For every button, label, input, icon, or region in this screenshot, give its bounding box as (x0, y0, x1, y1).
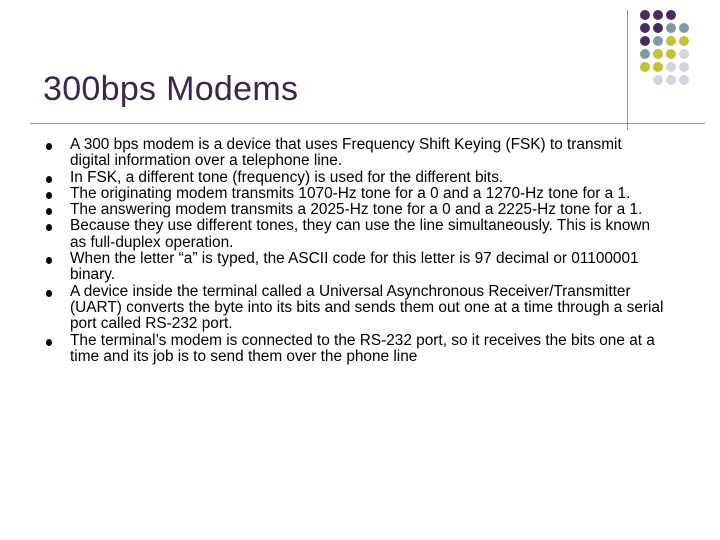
decorative-dot (666, 36, 676, 46)
bullet-item (46, 170, 666, 186)
bullet-dot-icon (46, 192, 52, 199)
bullet-text: The answering modem transmits a 2025-Hz tone for a 0 and a 2225-Hz tone for a 1. (70, 201, 643, 219)
decorative-dot (666, 62, 676, 72)
bullet-item (46, 218, 666, 251)
vertical-rule (627, 10, 628, 130)
decorative-dot-grid (640, 10, 720, 110)
decorative-dot (640, 10, 650, 20)
bullet-dot-icon (46, 257, 52, 264)
bullet-item (46, 202, 666, 218)
bullet-text: In FSK, a different tone (frequency) is used for the different bits. (70, 168, 504, 186)
bullet-item (46, 137, 666, 170)
decorative-dot (666, 49, 676, 59)
decorative-dot (653, 10, 663, 20)
decorative-dot (640, 62, 650, 72)
decorative-dot (653, 62, 663, 72)
decorative-dot (653, 36, 663, 46)
bullet-dot-icon (46, 143, 52, 150)
bullet-text: A 300 bps modem is a device that uses Frequency Shift Keying (FSK) to transmit digital information over a telephone line. (70, 136, 622, 170)
bullet-item (46, 251, 666, 284)
title-underline (30, 123, 705, 124)
bullet-item (46, 284, 666, 333)
decorative-dot (640, 23, 650, 33)
decorative-dot (679, 36, 689, 46)
slide-title: 300bps Modems (43, 70, 299, 108)
bullet-item (46, 186, 666, 202)
decorative-dot (666, 23, 676, 33)
decorative-dot (653, 75, 663, 85)
decorative-dot (679, 75, 689, 85)
bullet-dot-icon (46, 176, 52, 183)
bullet-item (46, 333, 666, 366)
decorative-dot (666, 75, 676, 85)
bullet-text: The originating modem transmits 1070-Hz tone for a 0 and a 1270-Hz tone for a 1. (70, 184, 631, 202)
bullet-text: The terminal’s modem is connected to the RS-232 port, so it receives the bits one at a time and its job is to send them over the phone line (70, 331, 655, 365)
decorative-dot (679, 62, 689, 72)
bullet-dot-icon (46, 339, 52, 346)
bullet-dot-icon (46, 224, 52, 231)
decorative-dot (653, 49, 663, 59)
bullet-dot-icon (46, 208, 52, 215)
decorative-dot (679, 49, 689, 59)
decorative-dot (666, 10, 676, 20)
bullet-text: When the letter “a” is typed, the ASCII code for this letter is 97 decimal or 01100001 binary. (70, 250, 639, 284)
bullet-dot-icon (46, 290, 52, 297)
bullet-text: A device inside the terminal called a Universal Asynchronous Receiver/Transmitter (UART) converts the byte into its bits and sends them out one at a time through a serial port called RS-232 port. (70, 282, 664, 333)
decorative-dot (653, 23, 663, 33)
decorative-dot (640, 49, 650, 59)
decorative-dot (679, 23, 689, 33)
decorative-dot (640, 36, 650, 46)
bullet-list (46, 137, 666, 365)
bullet-text: Because they use different tones, they can use the line simultaneously. This is known as full-duplex operation. (70, 217, 651, 251)
